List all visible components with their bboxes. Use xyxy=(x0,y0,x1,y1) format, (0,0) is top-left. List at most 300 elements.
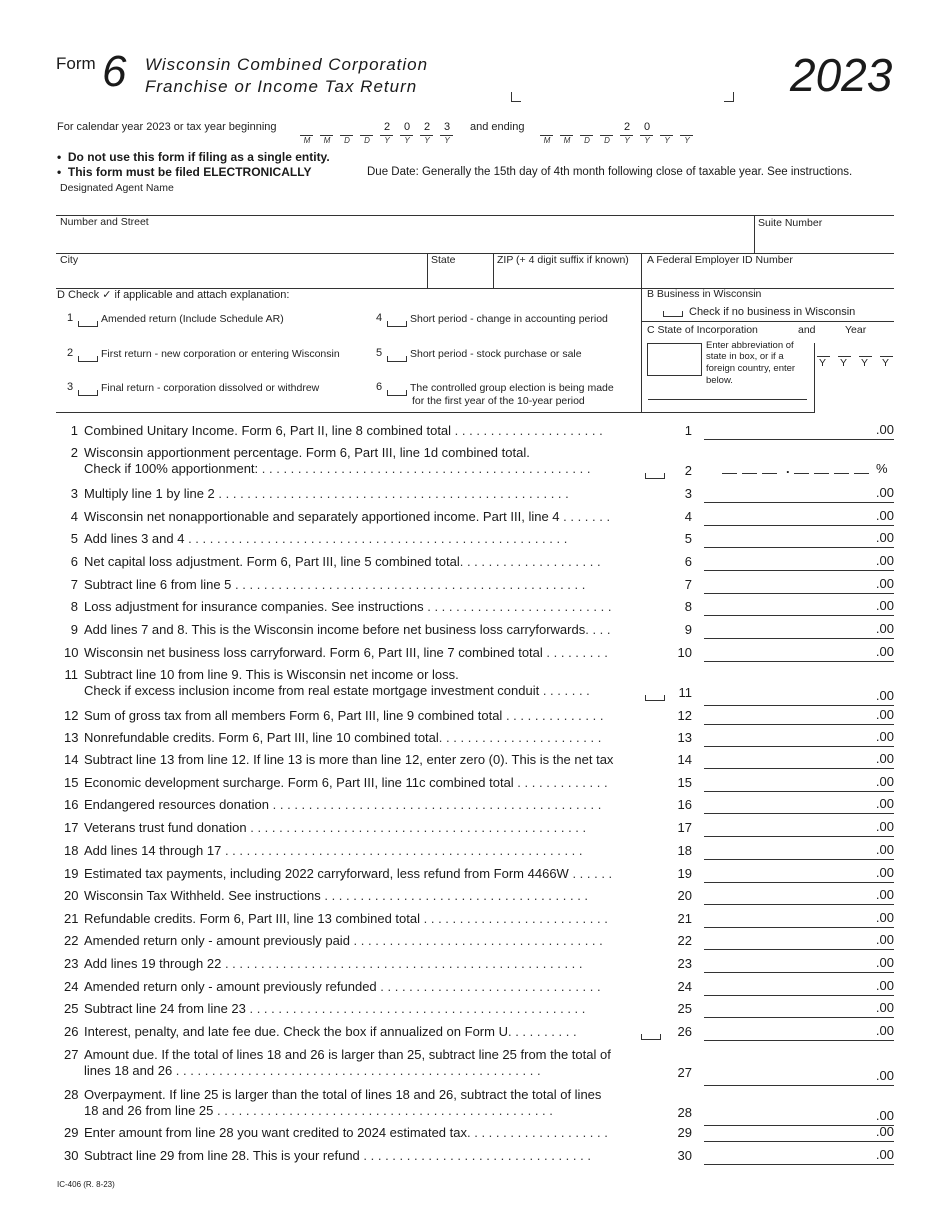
cents-label: .00 xyxy=(875,1108,894,1123)
bullet-single-entity: • Do not use this form if filing as a single entity. xyxy=(57,150,330,164)
section-d-checkbox-3[interactable] xyxy=(78,390,98,396)
date-digit[interactable]: 2 xyxy=(423,121,431,133)
cents-label: .00 xyxy=(875,774,894,789)
line-text-part1: Add lines 14 through 17 xyxy=(84,843,222,858)
date-format-label: M xyxy=(323,136,331,145)
section-c-and: and xyxy=(798,324,816,336)
date-format-label: Y xyxy=(684,136,690,145)
line-text-row2 xyxy=(84,1063,611,1078)
line-number-right: 11 xyxy=(678,685,692,700)
line-number-right: 4 xyxy=(684,509,692,524)
line-text-part1: Amount due. If the total of lines 18 and 26 is larger than 25, subtract line 25 from the total of xyxy=(84,1047,611,1062)
line-7-amount[interactable] xyxy=(704,575,894,594)
section-d-item-number: 5 xyxy=(376,347,383,359)
line-number: 1 xyxy=(70,423,78,438)
percent-sign: % xyxy=(876,461,888,476)
line-9-amount[interactable] xyxy=(704,620,894,639)
leader-dots: . . . . . . . . . . . . . . . . . . . . . . . . . . . . . . . . . . . . . . . . . . . . . . . xyxy=(245,1001,586,1016)
cents-label: .00 xyxy=(875,910,894,925)
line-text xyxy=(84,554,601,569)
leader-dots: . . . . . . . . . . . . . . . . . . . . . . . . . . xyxy=(423,599,612,614)
leader-dots: . . . . . . . . . . . . . . . . . . . . . . . . . . . . . . . xyxy=(376,979,601,994)
form-title-line1: Wisconsin Combined Corporation xyxy=(145,55,429,74)
line-number: 10 xyxy=(64,645,79,660)
section-d-item-number: 3 xyxy=(67,381,74,393)
section-d-checkbox-1[interactable] xyxy=(78,321,98,327)
cents-label: .00 xyxy=(875,1124,894,1139)
line-23-amount[interactable] xyxy=(704,954,894,973)
line-15-amount[interactable] xyxy=(704,773,894,792)
line-number-right: 21 xyxy=(677,911,692,926)
leader-dots: . . . . . . . . . . . . . . . . . . . . . . . . . . . . . . . . . . . . . . . . . . . . . . . . . . . . . xyxy=(184,531,568,546)
section-d-title: D Check ✓ if applicable and attach explanation: xyxy=(57,289,290,301)
section-c-year: Year xyxy=(845,324,867,336)
line-text-part1: Enter amount from line 28 you want credited to 2024 estimated tax xyxy=(84,1125,467,1140)
zip-label: ZIP (+ 4 digit suffix if known) xyxy=(497,254,629,266)
section-d-item-number: 1 xyxy=(67,312,74,324)
city-label: City xyxy=(60,254,79,266)
line-text xyxy=(84,708,603,723)
line-text-part1: Sum of gross tax from all members Form 6, Part III, line 9 combined total xyxy=(84,708,503,723)
line-text-part2: Check if excess inclusion income from real estate mortgage investment conduit xyxy=(84,683,540,698)
date-format-label: D xyxy=(364,136,370,145)
year-digit-label: Y xyxy=(882,357,890,369)
cents-label: .00 xyxy=(875,1147,894,1162)
line-22-amount[interactable] xyxy=(704,931,894,950)
line-6-amount[interactable] xyxy=(704,552,894,571)
line-text xyxy=(84,1001,585,1016)
line-16-amount[interactable] xyxy=(704,795,894,814)
year-digit-label: Y xyxy=(861,357,869,369)
date-format-label: M xyxy=(563,136,571,145)
line-number-right: 3 xyxy=(684,486,692,501)
line-text-part1: Nonrefundable credits. Form 6, Part III, line 10 combined total xyxy=(84,730,439,745)
section-c-title: C State of Incorporation xyxy=(647,324,758,336)
line-26-amount[interactable] xyxy=(704,1022,894,1041)
state-hint-line4: below. xyxy=(706,375,733,386)
designated-agent-label: Designated Agent Name xyxy=(60,182,174,194)
line-text xyxy=(84,1047,611,1078)
line-number-right: 30 xyxy=(677,1148,692,1163)
section-d-item-1-label: Amended return (Include Schedule AR) xyxy=(101,313,284,325)
city-input[interactable] xyxy=(56,254,426,288)
leader-dots: . . . . . . . . . . . . . . . . . . . . . . . xyxy=(438,730,602,745)
leader-dots: . . . . . . . . . . . . . . . . . . . . xyxy=(459,554,601,569)
line-text-part1: Add lines 3 and 4 xyxy=(84,531,185,546)
line-number: 12 xyxy=(64,708,79,723)
line-18-amount[interactable] xyxy=(704,841,894,860)
leader-dots: . . . . . . . . . . . . . . . . . . . . . . . . . . . . . . . . . . . . . . . . . . . . . . xyxy=(269,797,602,812)
line-number: 9 xyxy=(70,622,78,637)
line-number-right: 1 xyxy=(684,423,692,438)
line-number: 4 xyxy=(70,509,78,524)
line-text-part1: Multiply line 1 by line 2 xyxy=(84,486,215,501)
bullet-single-entity-text: Do not use this form if filing as a single entity. xyxy=(67,150,330,164)
leader-dots: . . . . . . . . . . . . . . . . . . . . . . . . . . . . . . . . . . . . . xyxy=(320,888,589,903)
line-text xyxy=(84,730,601,745)
line-number-right: 7 xyxy=(684,577,692,592)
form-label: Form xyxy=(56,54,96,73)
line-30-amount[interactable] xyxy=(704,1146,894,1165)
line-number-right: 14 xyxy=(677,752,692,767)
cents-label: .00 xyxy=(875,530,894,545)
cents-label: .00 xyxy=(875,1023,894,1038)
leader-dots: . . . . . . . . . . . . . . . . . . . . . xyxy=(451,423,603,438)
line-text xyxy=(84,888,588,903)
state-input[interactable] xyxy=(428,254,492,288)
suite-label: Suite Number xyxy=(758,217,823,229)
line-number-right: 24 xyxy=(677,979,692,994)
cents-label: .00 xyxy=(875,1000,894,1015)
line-number: 15 xyxy=(64,775,79,790)
line-13-amount[interactable] xyxy=(704,728,894,747)
leader-dots: . . . . . . . . . . . . . . . . . . . . . . . . . . . . . . . . . . . . . . . . . . . . . . . . . xyxy=(231,577,586,592)
leader-dots: . . . . . . . . . . . . . xyxy=(513,775,608,790)
line-number: 27 xyxy=(64,1047,79,1062)
line-number-right: 22 xyxy=(677,933,692,948)
section-d-item-number: 2 xyxy=(67,347,74,359)
line-text-part1: Subtract line 10 from line 9. This is Wisconsin net income or loss. xyxy=(84,667,459,682)
cents-label: .00 xyxy=(875,865,894,880)
line-number-right: 2 xyxy=(684,463,692,478)
line-text-row2 xyxy=(84,461,590,476)
line-number-right: 5 xyxy=(684,531,692,546)
section-d-item-4-label: Short period - change in accounting period xyxy=(410,313,608,325)
line-text-part1: Subtract line 29 from line 28. This is your refund xyxy=(84,1148,360,1163)
line-text xyxy=(84,667,590,698)
leader-dots: . . . . . . . . . . . . . . . . . . . . . . . . . . . . . . . . . . . xyxy=(349,933,603,948)
date-format-label: D xyxy=(584,136,590,145)
leader-dots: . . . . . . . . . . . . . . xyxy=(502,708,604,723)
line-text xyxy=(84,1087,601,1118)
line-number-right: 8 xyxy=(684,599,692,614)
year-digit-label: Y xyxy=(819,357,827,369)
line-text-part1: Overpayment. If line 25 is larger than the total of lines 18 and 26, subtract the total of lines xyxy=(84,1087,602,1102)
line-number: 21 xyxy=(64,911,79,926)
number-street-label: Number and Street xyxy=(60,216,149,228)
line-text-part1: Wisconsin net business loss carryforward. Form 6, Part III, line 7 combined total xyxy=(84,645,543,660)
line-text xyxy=(84,423,603,438)
tax-year-begin-label: For calendar year 2023 or tax year beginning xyxy=(57,121,277,133)
line-text-part1: Interest, penalty, and late fee due. Check the box if annualized on Form U xyxy=(84,1024,508,1039)
line-text-part1: Combined Unitary Income. Form 6, Part II, line 8 combined total xyxy=(84,423,452,438)
due-date: Due Date: Generally the 15th day of 4th month following close of taxable year. See instructions. xyxy=(367,166,853,178)
line-text-part1: Refundable credits. Form 6, Part III, line 13 combined total xyxy=(84,911,421,926)
line-text xyxy=(84,820,586,835)
line-text xyxy=(84,509,610,524)
line-text xyxy=(84,775,608,790)
cents-label: .00 xyxy=(875,688,894,703)
no-business-checkbox[interactable] xyxy=(663,311,683,317)
section-d-item-6-label: The controlled group election is being made xyxy=(410,382,614,394)
date-format-label: D xyxy=(604,136,610,145)
line-text xyxy=(84,956,583,971)
line-1-amount[interactable] xyxy=(704,421,894,440)
line-text-part1: Amended return only - amount previously paid xyxy=(84,933,350,948)
cents-label: .00 xyxy=(875,1068,894,1083)
line-number: 3 xyxy=(70,486,78,501)
date-format-label: M xyxy=(543,136,551,145)
cents-label: .00 xyxy=(875,707,894,722)
line-text xyxy=(84,752,613,767)
leader-dots: . . . . . . . . . . . . . . . . . . . . . . . . . . . . . . . . . . . . . . . . . . . . . . . . . . xyxy=(221,843,583,858)
line-text xyxy=(84,445,590,476)
line-number: 19 xyxy=(64,866,79,881)
line-20-amount[interactable] xyxy=(704,886,894,905)
state-hint-line3: foreign country, enter xyxy=(706,363,796,374)
state-hint-line1: Enter abbreviation of xyxy=(706,340,794,351)
line-text-part1: Wisconsin Tax Withheld. See instructions xyxy=(84,888,321,903)
date-format-label: D xyxy=(344,136,350,145)
line-text xyxy=(84,911,608,926)
leader-dots: . . . . . . . xyxy=(539,683,590,698)
line-number: 16 xyxy=(64,797,79,812)
line-12-amount[interactable] xyxy=(704,706,894,725)
line-number-right: 17 xyxy=(677,820,692,835)
cents-label: .00 xyxy=(875,485,894,500)
cents-label: .00 xyxy=(875,598,894,613)
tax-year-end-label: and ending xyxy=(470,121,525,133)
leader-dots: . . . . . . . . . . . . . . . . . . . . . . . . . . . . . . . . . . . . . . . . . . . . . . . . . xyxy=(214,486,569,501)
line-text-part1: Subtract line 13 from line 12. If line 13 is more than line 12, enter zero (0). This is the net tax xyxy=(84,752,614,767)
cents-label: .00 xyxy=(875,751,894,766)
line-text-part1: Add lines 19 through 22 xyxy=(84,956,222,971)
corner-mark-right xyxy=(724,92,734,102)
section-d-item-6-label-2: for the first year of the 10-year period xyxy=(412,395,585,407)
line-text-part1: Subtract line 6 from line 5 xyxy=(84,577,232,592)
corner-mark-left xyxy=(511,92,521,102)
line-text xyxy=(84,1148,591,1163)
designated-agent-input[interactable] xyxy=(56,180,894,214)
line-number: 11 xyxy=(64,667,78,682)
date-format-label: Y xyxy=(444,136,450,145)
line-text xyxy=(84,866,612,881)
line-number-right: 25 xyxy=(677,1001,692,1016)
section-d-item-number: 4 xyxy=(376,312,383,324)
line-number: 29 xyxy=(64,1125,79,1140)
line-number-right: 28 xyxy=(677,1105,692,1120)
leader-dots: . . . . . . . . . . . . . . . . . . . . . . . . . . . . . . . . . . . . . . . . . . . . . . xyxy=(258,461,591,476)
bullet-electronic-text: This form must be filed ELECTRONICALLY xyxy=(67,165,312,179)
line-number-right: 18 xyxy=(677,843,692,858)
fein-input[interactable] xyxy=(642,254,894,288)
line-11-checkbox[interactable] xyxy=(645,695,665,701)
line-text-part2: 18 and 26 from line 25 xyxy=(84,1103,214,1118)
cents-label: .00 xyxy=(875,729,894,744)
line-number-right: 6 xyxy=(684,554,692,569)
line-29-amount[interactable] xyxy=(704,1123,894,1142)
section-d-item-2-label: First return - new corporation or entering Wisconsin xyxy=(101,348,340,360)
line-8-amount[interactable] xyxy=(704,597,894,616)
line-number: 5 xyxy=(70,531,78,546)
fein-label: A Federal Employer ID Number xyxy=(647,254,793,266)
form-title-line2: Franchise or Income Tax Return xyxy=(145,77,418,96)
cents-label: .00 xyxy=(875,576,894,591)
section-d-item-number: 6 xyxy=(376,381,383,393)
line-14-amount[interactable] xyxy=(704,750,894,769)
foreign-country-input[interactable] xyxy=(648,384,807,400)
tax-year: 2023 xyxy=(790,49,893,101)
line-27-amount[interactable] xyxy=(704,1067,894,1086)
section-d-checkbox-4[interactable] xyxy=(387,321,407,327)
line-number-right: 9 xyxy=(684,622,692,637)
line-11-amount[interactable] xyxy=(704,687,894,706)
leader-dots: . . . . . . . . . . . . . . . . . . . . . . . . . . . . . . . . . . . . . . . . . . . . . . . xyxy=(246,820,587,835)
date-format-label: Y xyxy=(624,136,630,145)
line-text-part1: Loss adjustment for insurance companies. See instructions xyxy=(84,599,424,614)
cents-label: .00 xyxy=(875,887,894,902)
date-format-label: Y xyxy=(664,136,670,145)
line-19-amount[interactable] xyxy=(704,864,894,883)
date-format-label: Y xyxy=(424,136,430,145)
line-text xyxy=(84,486,569,501)
line-text xyxy=(84,843,583,858)
line-number: 8 xyxy=(70,599,78,614)
line-text-part1: Wisconsin apportionment percentage. Form 6, Part III, line 1d combined total. xyxy=(84,445,530,460)
line-number-right: 29 xyxy=(677,1125,692,1140)
suite-input[interactable] xyxy=(755,216,894,252)
leader-dots: . . . . . . xyxy=(568,866,613,881)
section-d-checkbox-6[interactable] xyxy=(387,390,407,396)
line-text-part2: lines 18 and 26 xyxy=(84,1063,173,1078)
apportionment-percent-input[interactable]: . % xyxy=(722,461,894,479)
cents-label: .00 xyxy=(875,796,894,811)
bullet-electronic: • This form must be filed ELECTRONICALLY xyxy=(57,165,312,179)
line-25-amount[interactable] xyxy=(704,999,894,1018)
line-text-part1: Economic development surcharge. Form 6, Part III, line 11c combined total xyxy=(84,775,514,790)
line-text-part1: Subtract line 24 from line 23 xyxy=(84,1001,246,1016)
cents-label: .00 xyxy=(875,422,894,437)
line-number-right: 12 xyxy=(677,708,692,723)
leader-dots: . . . . . . . xyxy=(559,509,611,524)
line-text-part1: Amended return only - amount previously refunded xyxy=(84,979,377,994)
section-d-checkbox-2[interactable] xyxy=(78,356,98,362)
line-text xyxy=(84,1125,608,1140)
line-number: 26 xyxy=(64,1024,79,1039)
year-digit-label: Y xyxy=(840,357,848,369)
date-digit[interactable]: 2 xyxy=(383,121,391,133)
line-text-part1: Estimated tax payments, including 2022 carryforward, less refund from Form 4466W xyxy=(84,866,569,881)
line-text-part1: Endangered resources donation xyxy=(84,797,270,812)
line-text-part1: Add lines 7 and 8. This is the Wisconsin income before net business loss carryforwards xyxy=(84,622,586,637)
form-number: 6 xyxy=(102,47,127,96)
cents-label: .00 xyxy=(875,842,894,857)
state-label: State xyxy=(431,254,456,266)
line-text-part2: Check if 100% apportionment: xyxy=(84,461,259,476)
line-text xyxy=(84,645,608,660)
zip-input[interactable] xyxy=(494,254,640,288)
number-street-input[interactable] xyxy=(56,216,754,252)
leader-dots: . . . . . . . . . . . . . . . . . . . . . . . . . . . . . . . . . . . . . . . . . . . . . . . . . . xyxy=(221,956,583,971)
line-2-checkbox[interactable] xyxy=(645,473,665,479)
state-hint-line2: state in box, or if a xyxy=(706,351,784,362)
line-4-amount[interactable] xyxy=(704,507,894,526)
leader-dots: . . . . . . . . . . xyxy=(507,1024,577,1039)
line-number-right: 10 xyxy=(677,645,692,660)
line-21-amount[interactable] xyxy=(704,909,894,928)
line-number-right: 26 xyxy=(677,1024,692,1039)
form-code: IC-406 (R. 8-23) xyxy=(57,1180,115,1189)
cents-label: .00 xyxy=(875,644,894,659)
date-format-label: Y xyxy=(404,136,410,145)
cents-label: .00 xyxy=(875,932,894,947)
line-text-part1: Net capital loss adjustment. Form 6, Part III, line 5 combined total xyxy=(84,554,460,569)
line-text xyxy=(84,599,611,614)
line-number: 2 xyxy=(70,445,78,460)
date-digit[interactable]: 3 xyxy=(443,121,451,133)
line-text xyxy=(84,1024,577,1039)
line-3-amount[interactable] xyxy=(704,484,894,503)
line-text xyxy=(84,797,601,812)
cents-label: .00 xyxy=(875,621,894,636)
date-format-label: M xyxy=(303,136,311,145)
leader-dots: . . . . . . . . . . . . . . . . . . . . . . . . . . . . . . . . . . . . . . . . . . . . . . . xyxy=(213,1103,553,1118)
line-number-right: 27 xyxy=(677,1065,692,1080)
line-number: 6 xyxy=(70,554,78,569)
line-number: 23 xyxy=(64,956,79,971)
line-10-amount[interactable] xyxy=(704,643,894,662)
line-number: 30 xyxy=(64,1148,79,1163)
line-number: 13 xyxy=(64,730,79,745)
line-17-amount[interactable] xyxy=(704,818,894,837)
line-number: 20 xyxy=(64,888,79,903)
line-number: 28 xyxy=(64,1087,79,1102)
line-number: 7 xyxy=(70,577,78,592)
cents-label: .00 xyxy=(875,508,894,523)
line-number: 17 xyxy=(64,820,79,835)
line-5-amount[interactable] xyxy=(704,529,894,548)
line-number: 22 xyxy=(64,933,79,948)
section-d-checkbox-5[interactable] xyxy=(387,356,407,362)
leader-dots: . . . . . . . . . xyxy=(542,645,608,660)
date-format-label: Y xyxy=(644,136,650,145)
line-24-amount[interactable] xyxy=(704,977,894,996)
line-number-right: 15 xyxy=(677,775,692,790)
line-text xyxy=(84,531,567,546)
date-digit[interactable]: 0 xyxy=(403,121,411,133)
section-d-item-3-label: Final return - corporation dissolved or withdrew xyxy=(101,382,320,394)
state-incorporation-box[interactable] xyxy=(647,343,702,376)
section-b-title: B Business in Wisconsin xyxy=(647,288,762,300)
line-text xyxy=(84,577,585,592)
line-text-row2 xyxy=(84,683,590,698)
line-text xyxy=(84,979,601,994)
cents-label: .00 xyxy=(875,955,894,970)
line-text-part1: Wisconsin net nonapportionable and separately apportioned income. Part III, line 4 xyxy=(84,509,560,524)
date-digit[interactable]: 0 xyxy=(643,121,651,133)
date-digit[interactable]: 2 xyxy=(623,121,631,133)
leader-dots: . . . . xyxy=(585,622,611,637)
line-number-right: 23 xyxy=(677,956,692,971)
date-format-label: Y xyxy=(384,136,390,145)
line-text xyxy=(84,622,611,637)
leader-dots: . . . . . . . . . . . . . . . . . . . . . . . . . . xyxy=(420,911,608,926)
cents-label: .00 xyxy=(875,553,894,568)
cents-label: .00 xyxy=(875,978,894,993)
section-d-item-5-label: Short period - stock purchase or sale xyxy=(410,348,582,360)
leader-dots: . . . . . . . . . . . . . . . . . . . . . . . . . . . . . . . . xyxy=(359,1148,591,1163)
line-number-right: 16 xyxy=(677,797,692,812)
line-number-right: 13 xyxy=(677,730,692,745)
line-number: 24 xyxy=(64,979,79,994)
line-26-checkbox[interactable] xyxy=(641,1034,661,1040)
leader-dots: . . . . . . . . . . . . . . . . . . . . . . . . . . . . . . . . . . . . . . . . . . . . . . . . . . . xyxy=(172,1063,541,1078)
line-text-part1: Veterans trust fund donation xyxy=(84,820,247,835)
line-text xyxy=(84,933,603,948)
leader-dots: . . . . . . . . . . . . . . . . . . . . xyxy=(467,1125,608,1140)
no-business-label: Check if no business in Wisconsin xyxy=(689,306,856,318)
cents-label: .00 xyxy=(875,819,894,834)
